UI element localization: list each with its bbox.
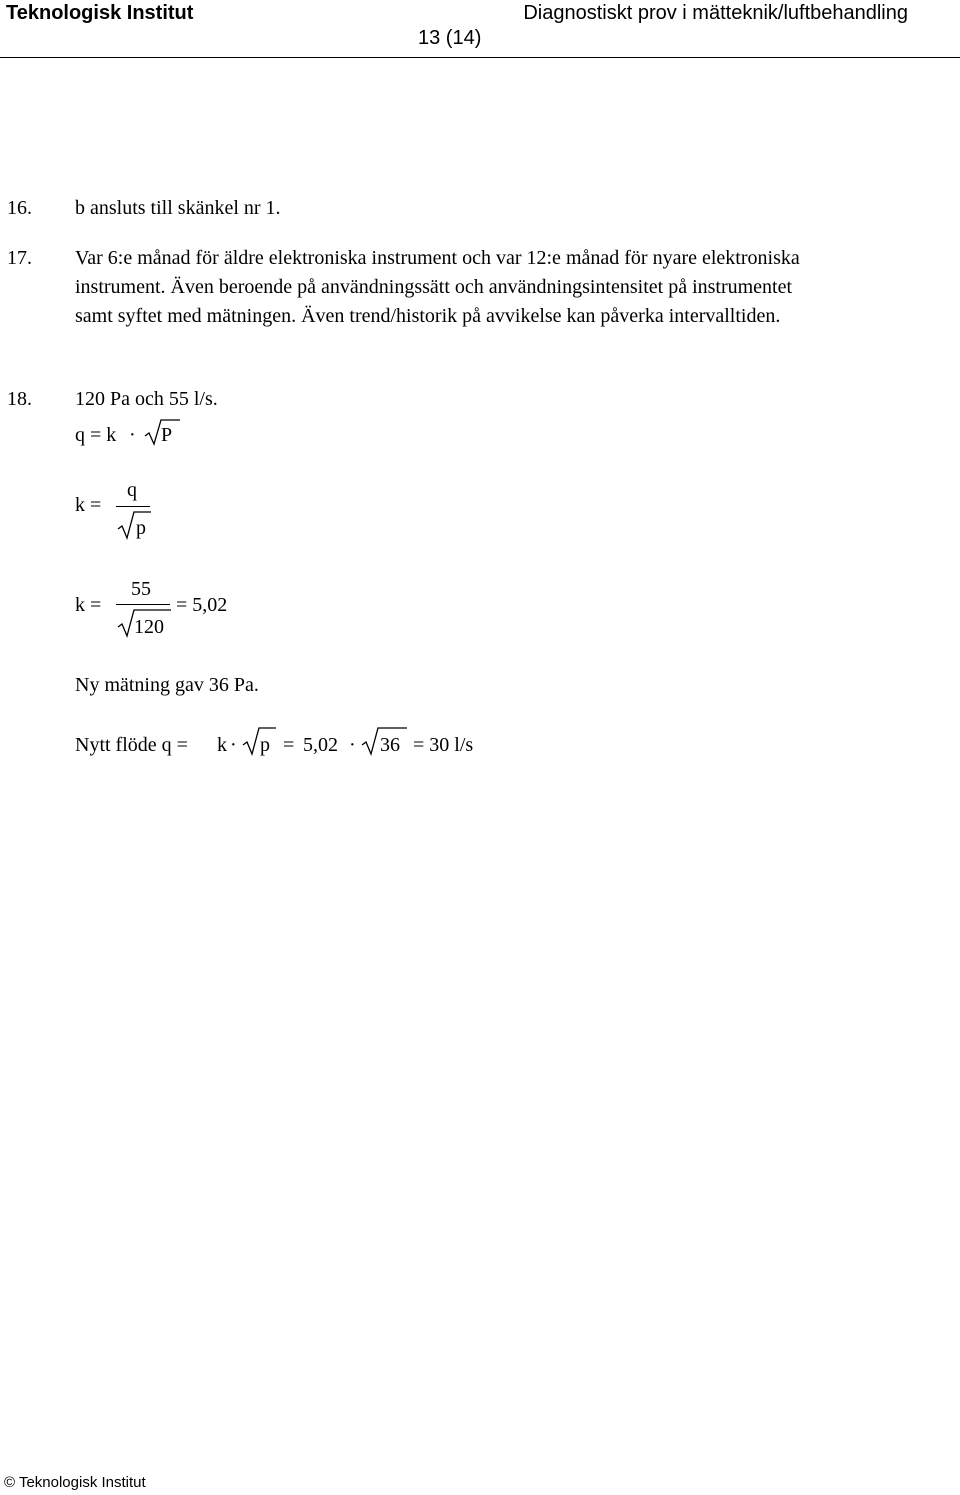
formula-k: k [217,734,227,756]
multiply-dot: · [349,734,356,756]
formula-result: = 30 l/s [413,734,474,756]
answer-number: 16. [7,197,32,219]
page-number: 13 (14) [418,27,482,49]
answer-number: 18. [7,388,32,410]
formula-radicand: 120 [134,616,164,638]
fraction-bar [116,604,170,605]
fraction-bar [116,506,150,507]
answer-intro: 120 Pa och 55 l/s. [75,388,218,410]
formula-lhs: k = [75,494,102,516]
answer-text: b ansluts till skänkel nr 1. [75,197,281,219]
formula-numerator: q [127,479,137,501]
answer-paragraph [75,244,945,331]
sqrt-symbol [117,511,153,541]
header-divider [0,57,960,58]
formula-radicand: P [161,424,173,446]
new-measurement: Ny mätning gav 36 Pa. [75,674,259,696]
paragraph-line: Var 6:e månad för äldre elektroniska instrument och var 12:e månad för nyare elektroniska [75,247,800,269]
formula-equals: = [283,734,295,756]
formula-result: = 5,02 [176,594,228,616]
formula-radicand: p [136,517,146,539]
formula-numerator: 55 [131,578,151,600]
paragraph-line: samt syftet med mätningen. Även trend/historik på avvikelse kan påverka intervalltiden. [75,305,781,327]
formula-lhs: q = k [75,424,117,446]
formula-prefix: Nytt flöde q = [75,734,188,756]
multiply-dot: · [129,424,136,446]
footer-copyright: © Teknologisk Institut [4,1474,146,1491]
header-document-title: Diagnostiskt prov i mätteknik/luftbehandling [523,2,908,24]
formula-radicand: p [260,734,270,756]
formula-coefficient: 5,02 [303,734,338,756]
paragraph-line: instrument. Även beroende på användningssätt och användningsintensitet på instrumentet [75,276,793,298]
answer-number: 17. [7,247,32,269]
formula-radicand: 36 [380,734,400,756]
multiply-dot: · [230,734,237,756]
header-organization: Teknologisk Institut [6,2,194,24]
formula-lhs: k = [75,594,102,616]
